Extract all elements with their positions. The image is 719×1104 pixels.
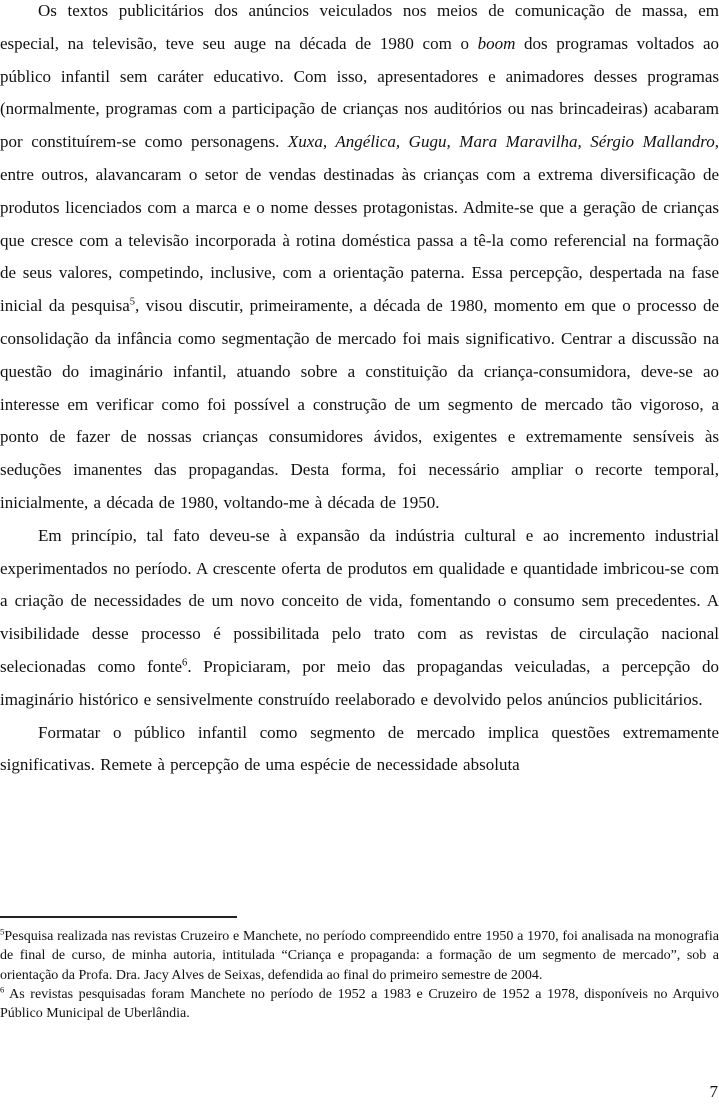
footnote-area xyxy=(0,916,719,1023)
text-run: Os textos publicitários dos anúncios veiculados nos meios de comunicação de massa, em especial, na televisão, teve seu auge na década de 1980 com o xyxy=(0,1,719,53)
footnote-ref-6: 6 xyxy=(182,657,188,669)
text-run: . Propiciaram, por meio das propagandas veiculadas, a percepção do imaginário histórico e sensivelmente construído reelaborado e devolvido pelos anúncios publicitários. xyxy=(0,656,719,709)
paragraph-1 xyxy=(0,0,719,520)
footnote-separator xyxy=(0,916,237,918)
italic-text: Xuxa, Angélica, Gugu, Mara Maravilha, Sérgio Mallandro xyxy=(287,132,715,152)
text-run: dos programas voltados ao público infantil sem caráter educativo. Com isso, apresentadores e animadores desses programas (normalmente, programas com a participação de crianças nos auditórios ou nas brincadeiras) acabaram por constituírem-se como personagens. xyxy=(0,33,719,152)
footnotes xyxy=(0,927,719,1023)
paragraph-2 xyxy=(0,520,719,717)
text-run: , visou discutir, primeiramente, a década de 1980, momento em que o processo de consolidação da infância como segmentação de mercado foi mais significativo. Centrar a discussão na questão do imaginário infantil, atuando sobre a constituição da criança-consumidora, deve-se ao interesse em verificar como foi possível a construção de um segmento de mercado tão vigoroso, a ponto de fazer de nossas crianças consumidores ávidos, exigentes e extremamente sensíveis às seduções imanentes das propagandas. Desta forma, foi necessário ampliar o recorte temporal, inicialmente, a década de 1980, voltando-me à década de 1950. xyxy=(0,296,719,512)
text-run: Formatar o público infantil como segmento de mercado implica questões extremamente significativas. Remete à percepção de uma espécie de necessidade absoluta xyxy=(0,722,719,775)
text-run: Em princípio, tal fato deveu-se à expansão da indústria cultural e ao incremento industrial experimentados no período. A crescente oferta de produtos em qualidade e quantidade imbricou-se com a criação de necessidades de um novo conceito de vida, fomentando o consumo sem precedentes. A visibilidade desse processo é possibilitada pelo trato com as revistas de circulação nacional selecionadas como fonte xyxy=(0,525,719,676)
page-number: 7 xyxy=(709,1082,718,1101)
footnote-ref-5: 5 xyxy=(129,296,136,308)
footnote-marker-5: 5 xyxy=(0,926,5,937)
footnote-marker-6: 6 xyxy=(0,984,5,995)
footnote-5: $^5$Pesquisa realizada nas revistas Cruzeiro e Manchete, no período compreendido entre 1950 a 1970, foi analisada na monografia de final de curso, de minha autoria, intitulada “Criança e propaganda: a formação de um segmento de mercado”, sob a orientação da Profa. Dra. Jacy Alves de Seixas, defendida ao final do primeiro semestre de 2004. xyxy=(0,926,719,983)
paragraph-3 xyxy=(0,717,719,783)
italic-text: boom xyxy=(477,33,516,53)
footnote-6: $^6$ As revistas pesquisadas foram Manchete no período de 1952 a 1983 e Cruzeiro de 1952 a 1978, disponíveis no Arquivo Público Municipal de Uberlândia. xyxy=(0,984,719,1022)
text-run: , entre outros, alavancaram o setor de vendas destinadas às crianças com a extrema diversificação de produtos licenciados com a marca e o nome desses protagonistas. Admite-se que a geração de crianças que cresce com a televisão incorporada à rotina doméstica passa a tê-la como referencial na formação de seus valores, competindo, inclusive, com a orientação paterna. Essa percepção, despertada na fase inicial da pesquisa xyxy=(0,132,719,316)
